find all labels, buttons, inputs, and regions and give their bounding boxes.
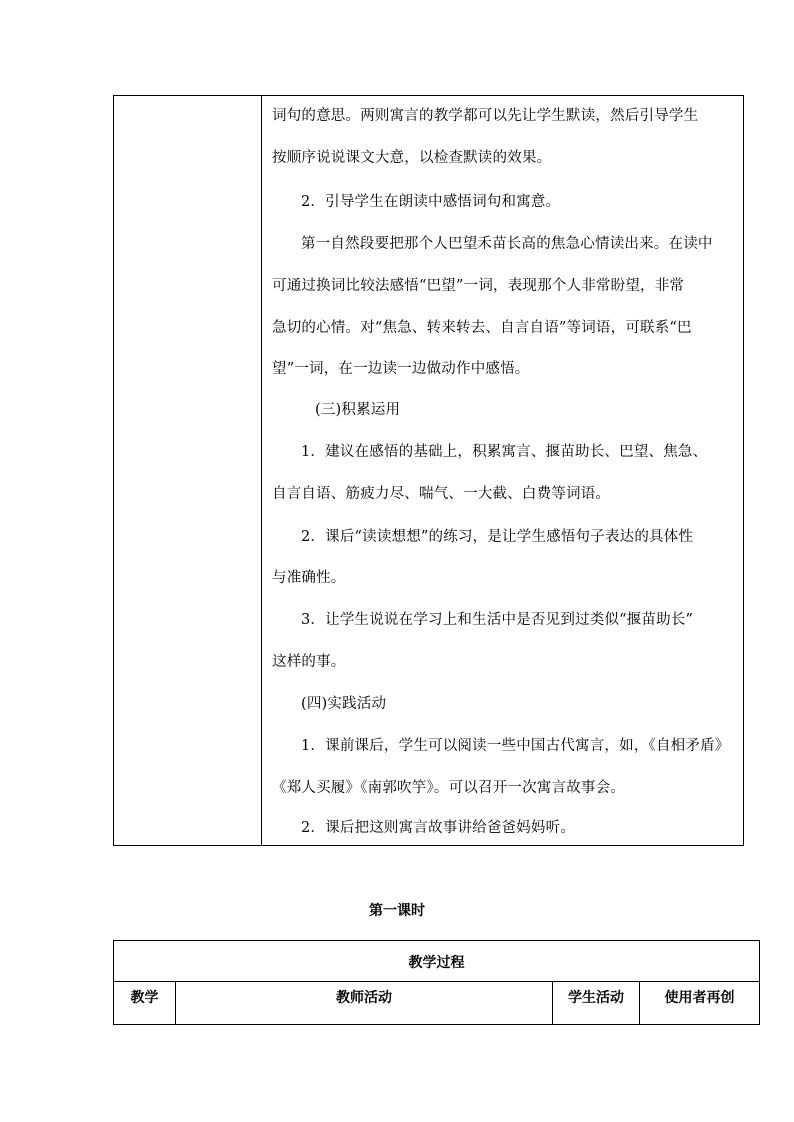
subsection-heading: (四)实践活动 — [301, 696, 387, 712]
paragraph-line: 与准确性。 — [272, 570, 346, 586]
table-column-row — [114, 982, 759, 1024]
paragraph-line: 急切的心情。对“焦急、转来转去、自言自语”等词语，可联系“巴 — [272, 320, 692, 336]
paragraph-line: 3．让学生说说在学习上和生活中是否见到过类似“揠苗助长” — [301, 612, 694, 628]
column-header: 使用者再创 — [664, 990, 735, 1006]
paragraph-line: 2．课后“读读想想”的练习，是让学生感悟句子表达的具体性 — [301, 529, 694, 545]
paragraph-line: 2．课后把这则寓言故事讲给爸爸妈妈听。 — [301, 820, 576, 836]
content-cell — [263, 96, 743, 845]
column-header: 教学 — [114, 982, 176, 1024]
paragraph-line: 2．引导学生在朗读中感悟词句和寓意。 — [301, 194, 561, 210]
paragraph-line: 《郑人买履》《南郭吹竽》。可以召开一次寓言故事会。 — [272, 780, 625, 796]
paragraph-line: 按顺序说说课文大意，以检查默读的效果。 — [272, 150, 552, 166]
column-header: 学生活动 — [553, 982, 640, 1024]
lesson-content-table — [113, 95, 744, 846]
subsection-heading: (三)积累运用 — [315, 402, 401, 418]
paragraph-line: 望”一词，在一边读一边做动作中感悟。 — [272, 361, 530, 377]
paragraph-line: 1．建议在感悟的基础上，积累寓言、揠苗助长、巴望、焦急、 — [301, 444, 708, 460]
table-header: 教学过程 — [114, 941, 759, 982]
paragraph-line: 自言自语、筋疲力尽、喘气、一大截、白费等词语。 — [272, 486, 611, 502]
paragraph-line: 1．课前课后，学生可以阅读一些中国古代寓言，如，《自相矛盾》 — [301, 738, 730, 754]
paragraph-line: 第一自然段要把那个人巴望禾苗长高的焦急心情读出来。在读中 — [301, 236, 713, 252]
section-title: 第一课时 — [369, 903, 425, 919]
teaching-process-table — [113, 940, 760, 1025]
paragraph-line: 这样的事。 — [272, 654, 346, 670]
column-header: 教师活动 — [176, 982, 553, 1024]
paragraph-line: 可通过换词比较法感悟“巴望”一词，表现那个人非常盼望，非常 — [272, 278, 685, 294]
left-empty-cell — [114, 96, 262, 845]
paragraph-line: 词句的意思。两则寓言的教学都可以先让学生默读，然后引导学生 — [272, 108, 699, 124]
